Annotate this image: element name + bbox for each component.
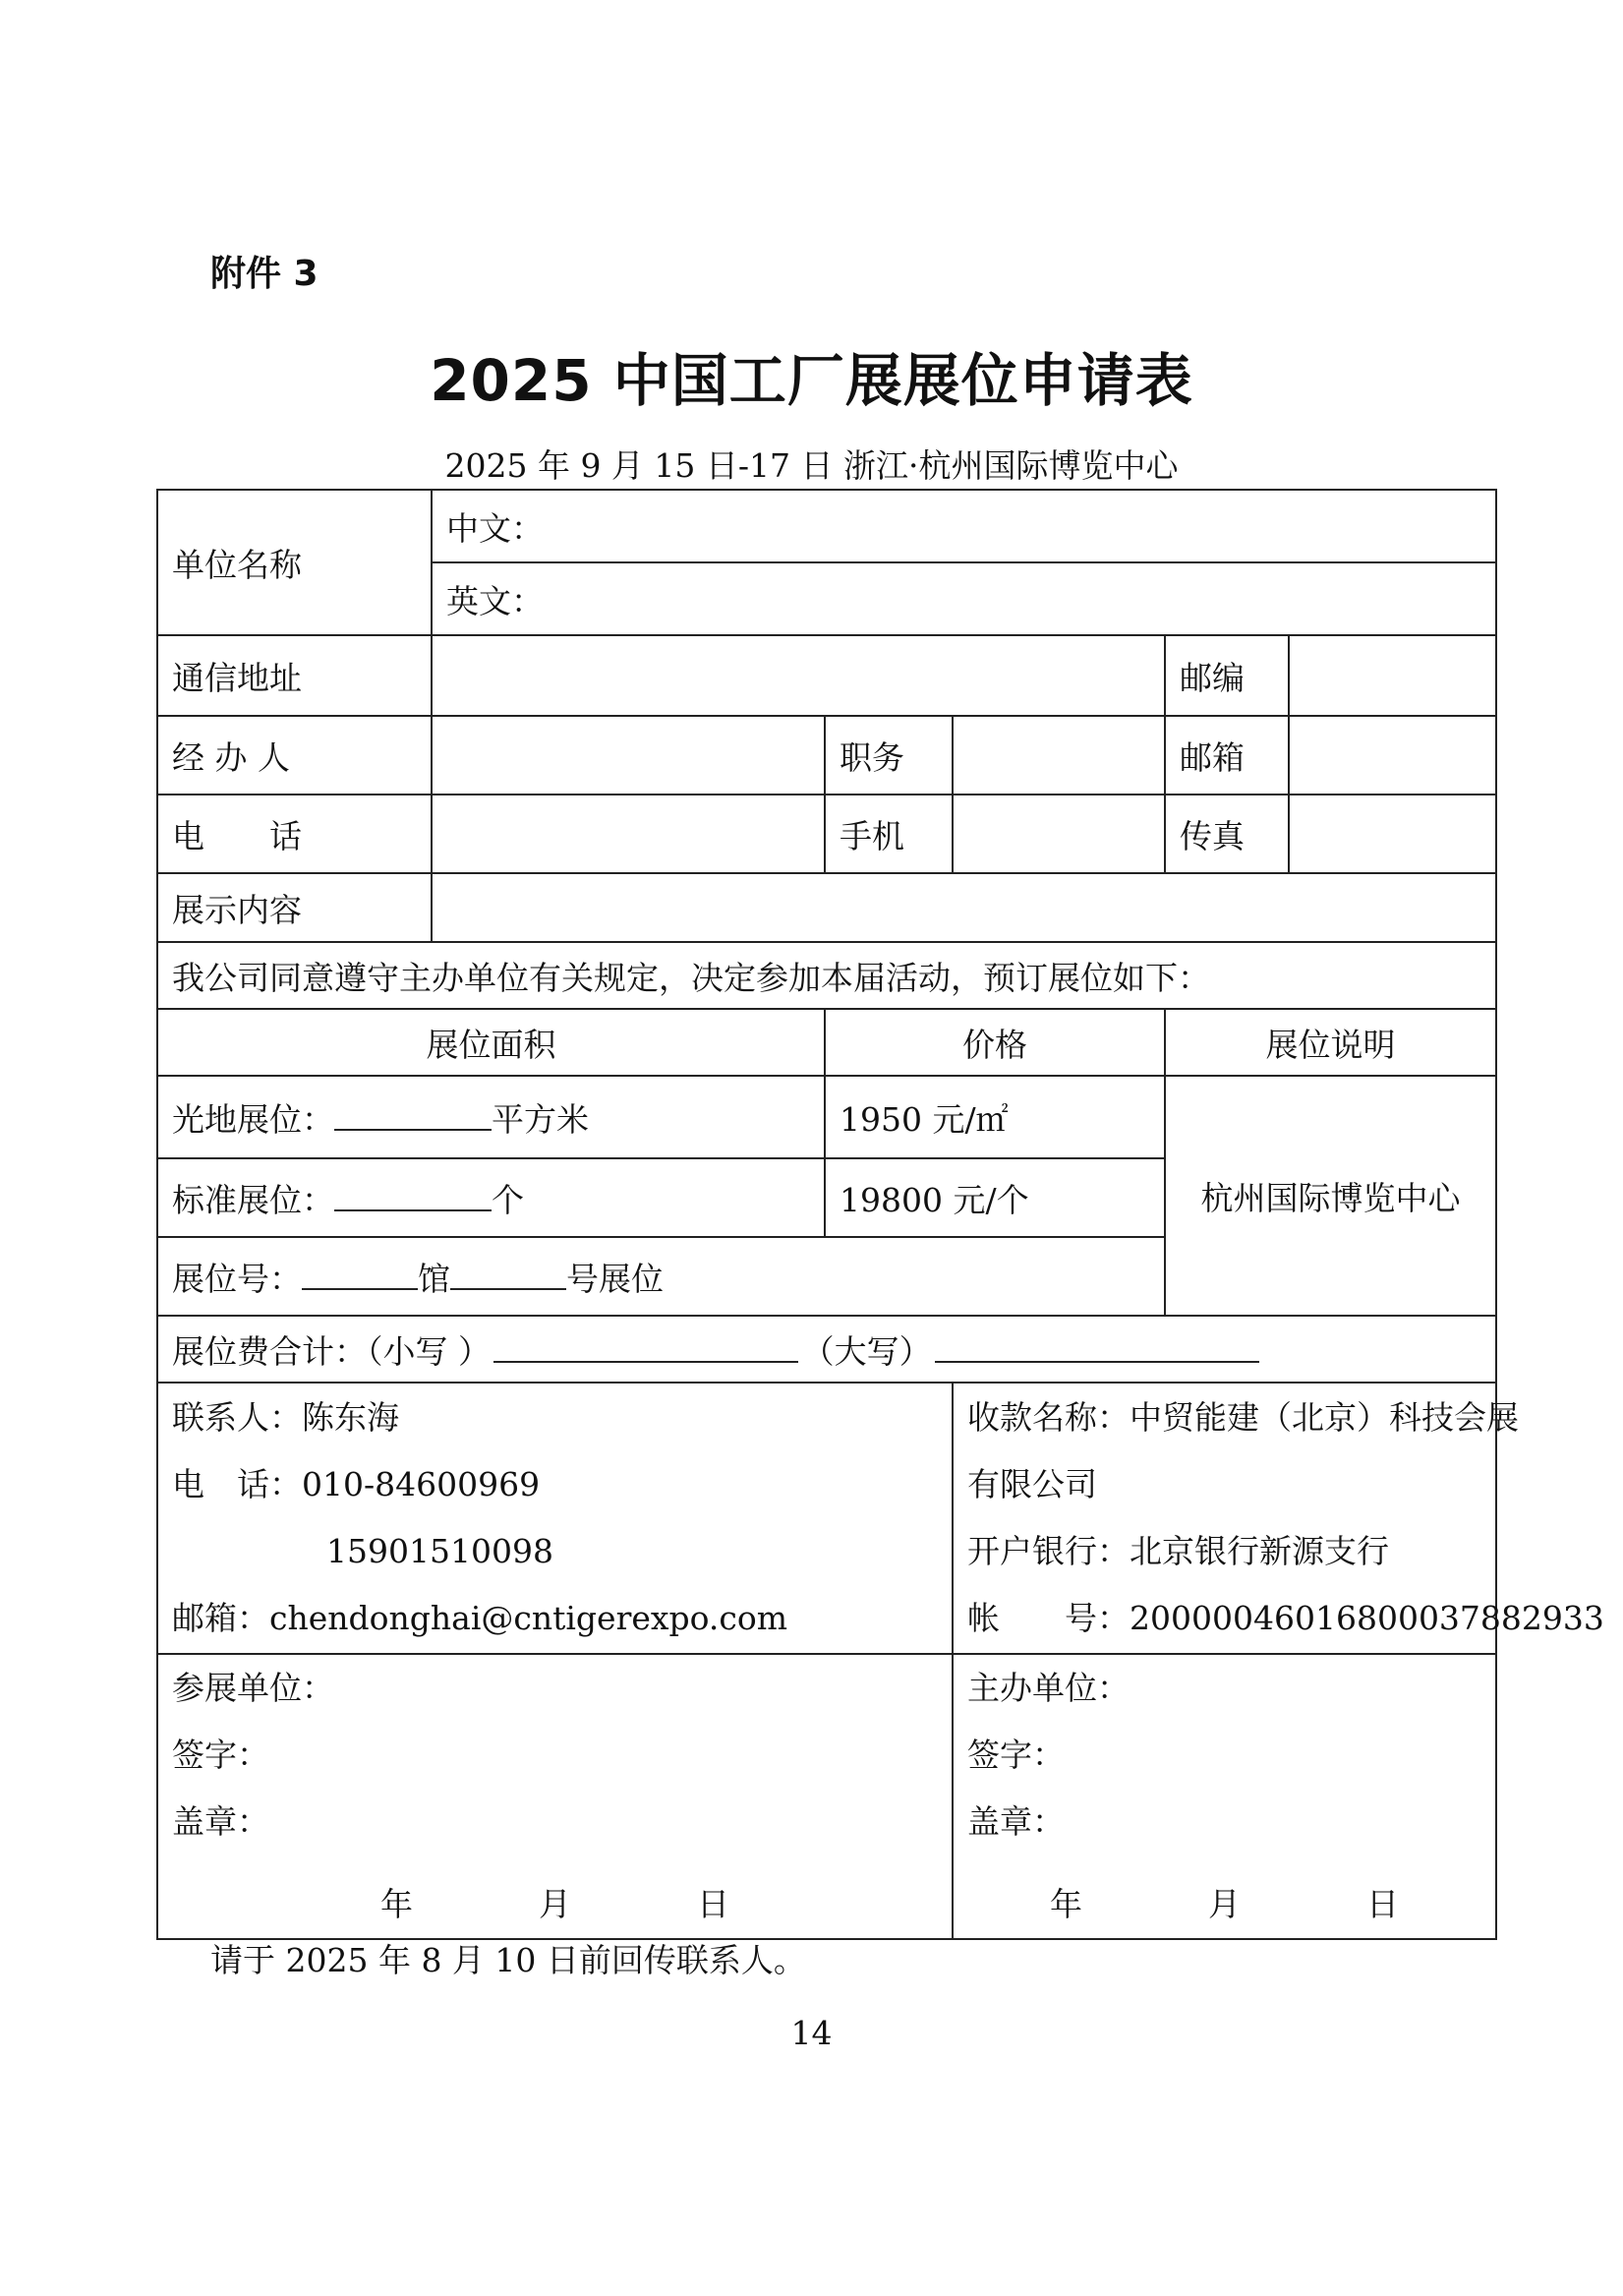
handler-label: 经 办 人 — [157, 716, 432, 795]
month-label: 月 — [539, 1885, 571, 1923]
booth-hall-input[interactable] — [302, 1256, 418, 1290]
total-fee-label: 展位费合计：（小写 ） — [172, 1331, 491, 1371]
company-name-label: 单位名称 — [157, 490, 432, 635]
handler-field[interactable] — [432, 716, 825, 795]
email-label: 邮箱 — [1165, 716, 1289, 795]
col-header-area: 展位面积 — [157, 1009, 825, 1076]
booth-number-input[interactable] — [450, 1256, 566, 1290]
contact-mobile: 15901510098 — [326, 1532, 553, 1570]
mobile-field[interactable] — [953, 795, 1165, 873]
organizer-sign-cell[interactable] — [953, 1654, 1496, 1939]
payee-account: 帐 号：20000046016800037882933 — [967, 1599, 1604, 1637]
attachment-label: 附件 3 — [210, 254, 319, 294]
payee-name: 收款名称：中贸能建（北京）科技会展 — [967, 1398, 1519, 1437]
day-label: 日 — [1366, 1885, 1399, 1923]
postcode-field[interactable] — [1289, 635, 1496, 716]
fax-field[interactable] — [1289, 795, 1496, 873]
standard-booth-label: 标准展位： — [172, 1180, 334, 1219]
raw-space-area-input[interactable] — [334, 1096, 492, 1131]
agreement-text: 我公司同意遵守主办单位有关规定，决定参加本届活动，预订展位如下： — [157, 942, 1496, 1009]
exhibitor-date — [172, 1871, 938, 1938]
total-fee-upper-input[interactable] — [935, 1328, 1259, 1363]
standard-booth-row — [157, 1158, 825, 1237]
contact-info-cell — [157, 1383, 953, 1654]
col-header-desc: 展位说明 — [1165, 1009, 1496, 1076]
chinese-label: 中文： — [446, 508, 544, 548]
address-field[interactable] — [432, 635, 1165, 716]
booth-suffix-label: 号展位 — [566, 1259, 664, 1298]
exhibit-content-label: 展示内容 — [157, 873, 432, 942]
phone-label: 电 话 — [157, 795, 432, 873]
exhibit-content-field[interactable] — [432, 873, 1496, 942]
event-subtitle: 2025 年 9 月 15 日-17 日 浙江·杭州国际博览中心 — [444, 446, 1179, 485]
col-header-price: 价格 — [825, 1009, 1165, 1076]
organizer-seal-label: 盖章： — [967, 1802, 1065, 1841]
company-name-english-field[interactable] — [432, 562, 1496, 635]
contact-email: 邮箱：chendonghai@cntigerexpo.com — [172, 1599, 788, 1637]
return-note: 请于 2025 年 8 月 10 日前回传联系人。 — [210, 1941, 806, 1979]
application-form — [156, 489, 1604, 1940]
standard-booth-count-input[interactable] — [334, 1177, 492, 1211]
standard-booth-price: 19800 元/个 — [825, 1158, 1165, 1237]
raw-space-row — [157, 1076, 825, 1158]
booth-number-label: 展位号： — [172, 1259, 302, 1298]
page-number: 14 — [790, 2014, 833, 2052]
raw-space-unit: 平方米 — [492, 1099, 589, 1139]
booth-hall-label: 馆 — [418, 1259, 450, 1298]
exhibitor-sign-cell[interactable] — [157, 1654, 953, 1939]
total-fee-lower-input[interactable] — [493, 1328, 798, 1363]
organizer-label: 主办单位： — [967, 1669, 1130, 1707]
year-label: 年 — [380, 1885, 413, 1923]
position-label: 职务 — [825, 716, 953, 795]
email-field[interactable] — [1289, 716, 1496, 795]
page-title: 2025 中国工厂展展位申请表 — [430, 347, 1193, 414]
english-label: 英文： — [446, 581, 544, 620]
organizer-signature-label: 签字： — [967, 1736, 1065, 1774]
payee-info-cell — [953, 1383, 1604, 1654]
booth-number-row — [157, 1237, 1165, 1316]
year-label: 年 — [1050, 1885, 1082, 1923]
company-name-chinese-field[interactable] — [432, 490, 1496, 562]
venue-description: 杭州国际博览中心 — [1165, 1076, 1496, 1316]
postcode-label: 邮编 — [1165, 635, 1289, 716]
position-field[interactable] — [953, 716, 1165, 795]
standard-booth-unit: 个 — [492, 1180, 524, 1219]
phone-field[interactable] — [432, 795, 825, 873]
organizer-date — [967, 1871, 1481, 1938]
address-label: 通信地址 — [157, 635, 432, 716]
fax-label: 传真 — [1165, 795, 1289, 873]
payee-bank: 开户银行：北京银行新源支行 — [967, 1532, 1389, 1570]
day-label: 日 — [697, 1885, 729, 1923]
total-fee-row — [157, 1316, 1496, 1383]
month-label: 月 — [1208, 1885, 1241, 1923]
exhibitor-label: 参展单位： — [172, 1669, 334, 1707]
mobile-label: 手机 — [825, 795, 953, 873]
payee-name-cont: 有限公司 — [967, 1465, 1097, 1503]
exhibitor-signature-label: 签字： — [172, 1736, 269, 1774]
contact-phone: 电 话：010-84600969 — [172, 1465, 541, 1503]
contact-person: 联系人：陈东海 — [172, 1398, 399, 1437]
exhibitor-seal-label: 盖章： — [172, 1802, 269, 1841]
total-fee-upper-label: （大写） — [801, 1331, 932, 1371]
raw-space-price: 1950 元/㎡ — [825, 1076, 1165, 1158]
raw-space-label: 光地展位： — [172, 1099, 334, 1139]
